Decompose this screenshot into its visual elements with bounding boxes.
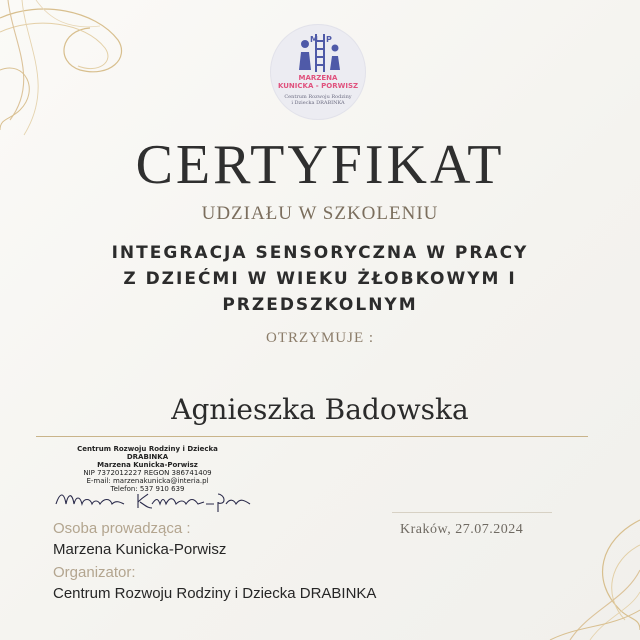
stamp-line: DRABINKA <box>126 453 169 461</box>
gold-swirl-decoration <box>0 0 140 140</box>
svg-text:P: P <box>326 35 332 44</box>
logo-name-line: MARZENA <box>298 74 338 82</box>
logo-subtitle-line: i Dziecka DRABINKA <box>291 100 345 106</box>
organizer-name: Centrum Rozwoju Rodziny i Dziecka DRABINKA <box>53 585 377 602</box>
name-underline <box>36 436 588 437</box>
course-title-line: INTEGRACJA SENSORYCZNA W PRACY <box>111 243 529 263</box>
handwritten-signature <box>54 484 254 518</box>
ladder-figures-icon <box>293 30 345 74</box>
receives-label: OTRZYMUJE : <box>265 330 375 346</box>
gold-swirl-decoration <box>530 500 640 640</box>
stamp-line: NIP 7372012227 REGON 386741409 <box>83 469 212 477</box>
certificate-subtitle: UDZIAŁU W SZKOLENIU <box>201 203 439 224</box>
svg-text:M: M <box>310 35 318 44</box>
logo-name-line: KUNICKA - PORWISZ <box>277 82 359 90</box>
lead-person-name: Marzena Kunicka-Porwisz <box>53 541 227 558</box>
organizer-label: Organizator: <box>53 564 136 581</box>
stamp-line: Marzena Kunicka-Porwisz <box>97 461 198 469</box>
stamp-line: E-mail: marzenakunicka@interia.pl <box>86 477 209 485</box>
recipient-name: Agnieszka Badowska <box>171 393 469 426</box>
city-date: Kraków, 27.07.2024 <box>400 522 524 537</box>
stamp-line: Telefon: 537 910 639 <box>110 485 185 493</box>
logo-subtitle-line: Centrum Rozwoju Rodziny <box>284 94 352 100</box>
certificate-title: CERTYFIKAT <box>135 134 505 196</box>
date-line <box>392 512 552 513</box>
course-title-line: PRZEDSZKOLNYM <box>222 295 418 315</box>
course-title-line: Z DZIEĆMI W WIEKU ŻŁOBKOWYM I <box>123 269 517 289</box>
stamp-line: Centrum Rozwoju Rodziny i Dziecka <box>77 445 218 453</box>
lead-person-label: Osoba prowadząca : <box>53 520 191 537</box>
